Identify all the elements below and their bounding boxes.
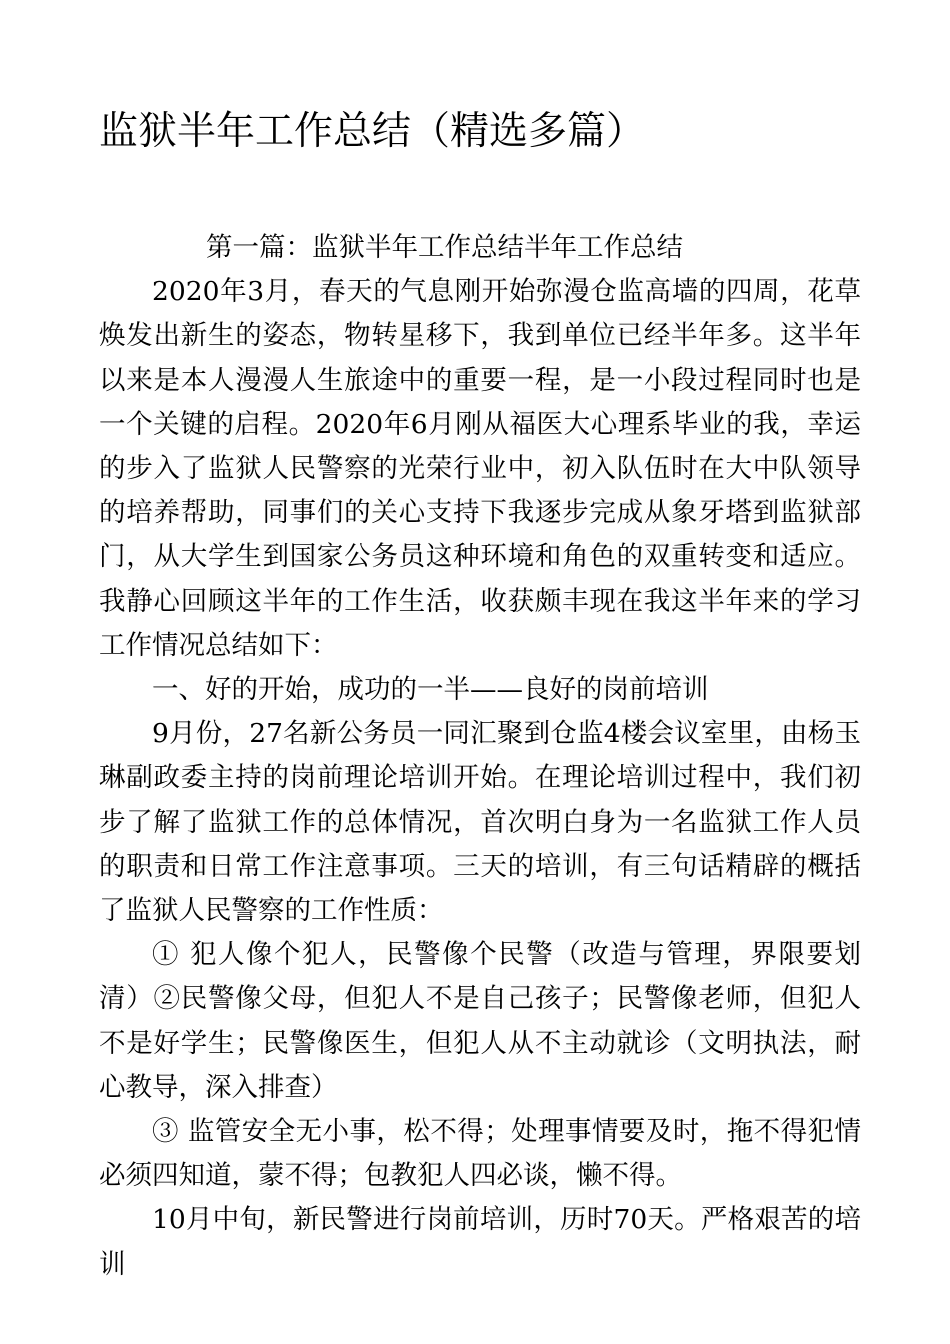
paragraph-training: 9月份，27名新公务员一同汇聚到仓监4楼会议室里，由杨玉琳副政委主持的岗前理论培训开始。在理论培训过程中，我们初步了解了监狱工作的总体情况，首次明白身为一名监狱工作人员的职责和日常工作注意事项。三天的培训，有三句话精辟的概括了监狱人民警察的工作性质： (99, 718, 861, 927)
paragraph-october: 10月中旬，新民警进行岗前培训，历时70天。严格艰苦的培训 (99, 1204, 861, 1280)
paragraph-intro: 2020年3月，春天的气息刚开始弥漫仓监高墙的四周，花草焕发出新生的姿态，物转星移下，我到单位已经半年多。这半年以来是本人漫漫人生旅途中的重要一程，是一小段过程同时也是一个关键的启程。2020年6月刚从福医大心理系毕业的我，幸运的步入了监狱人民警察的光荣行业中，初入队伍时在大中队领导的培养帮助，同事们的关心支持下我逐步完成从象牙塔到监狱部门，从大学生到国家公务员这种环境和角色的双重转变和适应。我静心回顾这半年的工作生活，收获颇丰现在我这半年来的学习工作情况总结如下： (99, 276, 861, 661)
paragraph-heading-1: 一、好的开始，成功的一半——良好的岗前培训 (152, 674, 709, 706)
paragraph-point-3: ③ 监管安全无小事，松不得；处理事情要及时，拖不得犯情必须四知道，蒙不得；包教犯人四必谈，懒不得。 (99, 1116, 861, 1192)
document-title: 监狱半年工作总结（精选多篇） (99, 109, 646, 154)
document-body (99, 226, 861, 1287)
paragraph-point-1-2: ① 犯人像个犯人，民警像个民警（改造与管理，界限要划清）②民警像父母，但犯人不是自己孩子；民警像老师，但犯人不是好学生；民警像医生，但犯人从不主动就诊（文明执法，耐心教导，深入排查） (99, 939, 861, 1103)
section-title: 第一篇：监狱半年工作总结半年工作总结 (206, 232, 683, 263)
